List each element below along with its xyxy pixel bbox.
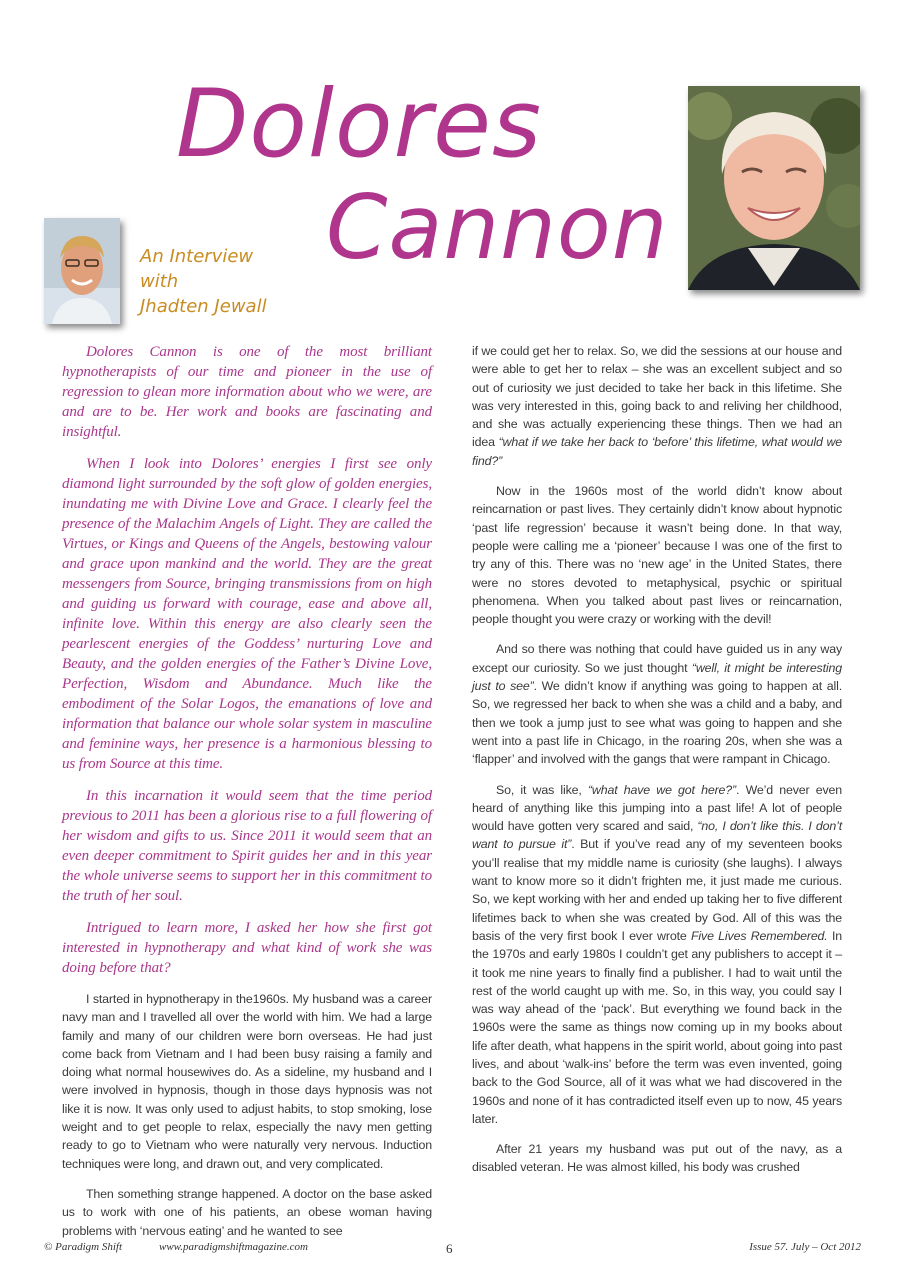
footer-copyright: © Paradigm Shift bbox=[44, 1241, 123, 1253]
interviewer-photo bbox=[44, 218, 120, 324]
subject-photo bbox=[688, 86, 860, 290]
book-title: Five Lives Remembered. bbox=[691, 928, 828, 943]
body-paragraph: Now in the 1960s most of the world didn’t know about reincarnation or past lives. They certainly didn’t know about hypnotic ‘past life regression’ because it wasn’t being done. In that way, people were calling me a ‘pioneer’ because I was one of the first to try any of this. There was no ‘new age’ in the United States, there were no stores devoted to metaphysical, psychic or spiritual phenomena. When you talked about past lives or reincarnation, people thought you were crazy or working with the devil! bbox=[472, 484, 842, 627]
body-paragraph: I started in hypnotherapy in the1960s. My husband was a career navy man and I travelled all over the world with him. We had a large family and many of our children were born overseas. He had just come back from Vietnam and I had been busy raising a family and doing what normal housewives do. As a sideline, my husband and I were involved in hypnosis, though in those days hypnosis was not like it is now. It was only used to adjust habits, to stop smoking, lose weight and to get people to relax, especially the navy men getting ready to go to Vietnam who were naturally very nervous. Induction techniques were long, and drawn out, and very complicated. bbox=[62, 992, 432, 1171]
body-paragraph: if we could get her to relax. So, we did the sessions at our house and were able to get her to relax – she was an excellent subject and so out of curiosity we just decided to take her back in this lifetime. She was very interested in this, going back to and reliving her childhood, and she was actually experiencing these things. Then we had an idea “what if we take her back to ‘before’ this lifetime, what would we find?” bbox=[472, 344, 842, 468]
body-paragraph: After 21 years my husband was put out of the navy, as a disabled veteran. He was almost killed, his body was crushed bbox=[472, 1142, 842, 1175]
body-paragraph: And so there was nothing that could have guided us in any way except our curiosity. So we just thought “well, it might be interesting just to see”. We didn’t know if anything was going to happen at all. So, we regressed her back to when she was a child and a baby, and then we took a jump just to see what was going to happen and she went into a past life in Chicago, in the roaring 20s, when she was a ‘flapper’ and involved with the gangs that were rampant in Chicago. bbox=[472, 642, 842, 767]
quote: “what if we take her back to ‘before’ this lifetime, what would we find?” bbox=[472, 435, 842, 468]
byline-line-2: with bbox=[140, 271, 179, 292]
intro-paragraph: In this incarnation it would seem that the time period previous to 2011 has been a glorious rise to a full flowering of her wisdom and gifts to us. Since 2011 it would seem that an even deeper commitment to Spirit guides her and in this year the whole universe seems to support her in this commitment to the truth of her soul. bbox=[62, 788, 432, 904]
title-first-name: Dolores bbox=[176, 70, 542, 179]
byline bbox=[140, 244, 267, 319]
quote: “no, I don’t like this. I don’t want to pursue it” bbox=[472, 819, 843, 852]
body-paragraph: Then something strange happened. A doctor on the base asked us to work with one of his patients, an obese woman having problems with ‘nervous eating’ and he wanted to see bbox=[62, 1186, 432, 1238]
title-last-name: Cannon bbox=[326, 176, 669, 279]
byline-author: Jhadten Jewall bbox=[140, 296, 267, 317]
left-column bbox=[62, 342, 432, 1252]
byline-line-1: An Interview bbox=[140, 246, 254, 267]
footer-issue: Issue 57. July – Oct 2012 bbox=[749, 1241, 861, 1253]
page-footer bbox=[44, 1241, 861, 1257]
footer-website: www.paradigmshiftmagazine.com bbox=[159, 1241, 308, 1253]
intro-paragraph: Dolores Cannon is one of the most brilliant hypnotherapists of our time and pioneer in the use of regression to glean more information about who we were, are and are to be. Her work and books are fascinating and insightful. bbox=[62, 344, 432, 440]
intro-paragraph: When I look into Dolores’ energies I first see only diamond light surrounded by the soft glow of golden energies, inundating me with Divine Love and Grace. I clearly feel the presence of the Malachim Angels of Light. They are called the Virtues, or Kings and Queens of the Angels, bestowing valour and grace upon mankind and the world. They are the great messengers from Source, bringing transmissions from on high and guiding us forward with courage, ease and above all, infinite love. Within this energy are also clearly seen the pearlescent energies of the Goddess’ nurturing Love and Beauty, and the golden energies of the Father’s Divine Love, Perfection, Wisdom and Abundance. Much like the embodiment of the Solar Logos, the emanations of love and information that balance our whole solar system in masculine and feminine ways, her presence is a harmonious blessing to us from Source at this time. bbox=[62, 456, 432, 772]
quote: “well, it might be interesting just to see” bbox=[472, 660, 842, 694]
page-number: 6 bbox=[446, 1241, 453, 1256]
quote: “what have we got here?” bbox=[587, 782, 737, 797]
right-column bbox=[472, 342, 842, 1189]
interview-question: Intrigued to learn more, I asked her how she first got interested in hypnotherapy and what kind of work she was doing before that? bbox=[62, 920, 432, 976]
body-paragraph: So, it was like, “what have we got here?”. We’d never even heard of anything like this jumping into a past life! A lot of people would have gotten very scared and said, “no, I don’t like this. I don’t want to pursue it”. But if you’ve read any of my seventeen books you’ll realise that my middle name is curiosity (she laughs). I always want to know more so it didn’t frighten me, it just made me curious. So, we kept working with her and ended up taking her to five different lifetimes back to when she was created by God. All of this was the basis of the very first book I ever wrote Five Lives Remembered. In the 1970s and early 1980s I couldn’t get any publishers to accept it – it took me nine years to finally find a publisher. I had to wait until the rest of the world caught up with me. So, in this way, you could say I was way ahead of the ‘pack’. But everything we found back in the 1960s were the same as things now coming up in my books about life after death, what happens in the spirit world, about going into past lives, and about ‘walk-ins’ before the term was even invented, going back to the God Source, all of it was what we had discovered in the 1960s and none of it has contradicted itself even up to now, 45 years later. bbox=[472, 782, 843, 1126]
